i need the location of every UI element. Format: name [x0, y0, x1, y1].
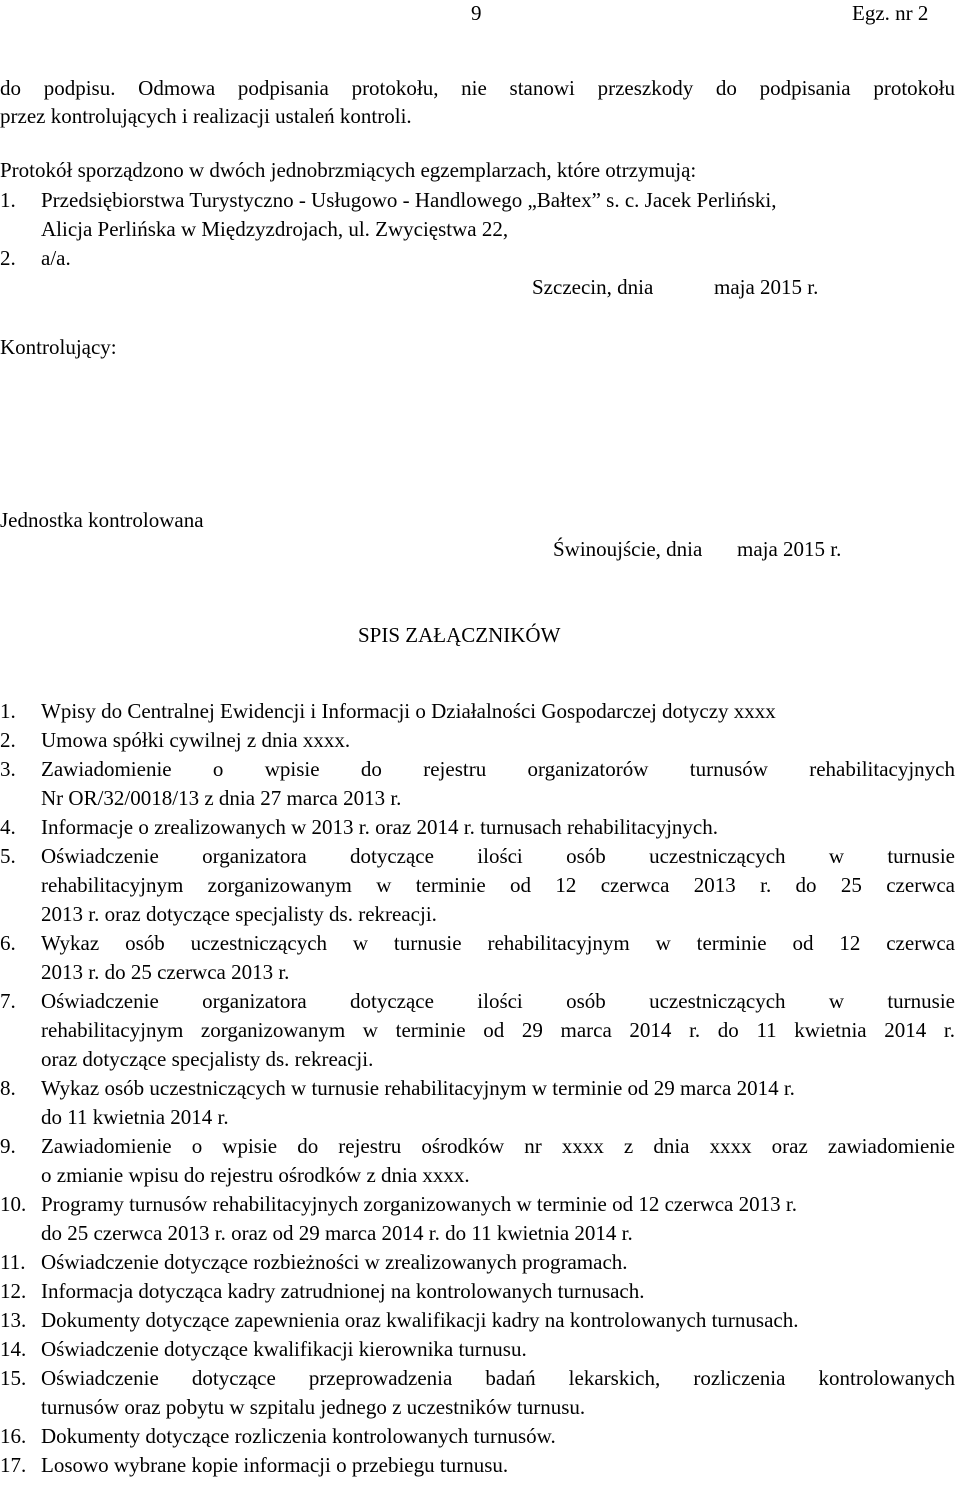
- attachment-text-line: Oświadczenie organizatora dotyczące ilości osób uczestniczących w turnusie: [41, 844, 955, 868]
- copies-heading: Protokół sporządzono w dwóch jednobrzmiących egzemplarzach, które otrzymują:: [0, 158, 697, 182]
- copies-item-1-line-2: Alicja Perlińska w Międzyzdrojach, ul. Zwycięstwa 22,: [41, 217, 509, 241]
- attachment-text-line: do 25 czerwca 2013 r. oraz od 29 marca 2014 r. do 11 kwietnia 2014 r.: [41, 1221, 633, 1245]
- attachment-text-line: Oświadczenie dotyczące przeprowadzenia badań lekarskich, rozliczenia kontrolowanych: [41, 1366, 955, 1390]
- attachment-text-line: Informacje o zrealizowanych w 2013 r. oraz 2014 r. turnusach rehabilitacyjnych.: [41, 815, 718, 839]
- attachment-text-line: Wpisy do Centralnej Ewidencji i Informacji o Działalności Gospodarczej dotyczy xxxx: [41, 699, 776, 723]
- copies-item-1-number: 1.: [0, 188, 16, 212]
- attachment-number: 5.: [0, 844, 16, 868]
- intro-line-1: do podpisu. Odmowa podpisania protokołu, nie stanowi przeszkody do podpisania protokołu: [0, 76, 955, 100]
- attachments-title: SPIS ZAŁĄCZNIKÓW: [358, 623, 561, 647]
- attachment-text-line: Oświadczenie organizatora dotyczące ilości osób uczestniczących w turnusie: [41, 989, 955, 1013]
- attachment-number: 4.: [0, 815, 16, 839]
- attachment-item: [0, 1306, 960, 1335]
- copies-item-1-line-1: Przedsiębiorstwa Turystyczno - Usługowo - Handlowego „Bałtex” s. c. Jacek Perliński,: [41, 188, 777, 212]
- attachments-list: [0, 697, 960, 1480]
- inspectors-label: Kontrolujący:: [0, 335, 117, 359]
- attachment-item: [0, 1074, 960, 1132]
- attachment-text-line: Losowo wybrane kopie informacji o przebiegu turnusu.: [41, 1453, 509, 1477]
- attachment-number: 6.: [0, 931, 16, 955]
- attachment-text-line: Programy turnusów rehabilitacyjnych zorganizowanych w terminie od 12 czerwca 2013 r.: [41, 1192, 797, 1216]
- attachment-text-line: 2013 r. do 25 czerwca 2013 r.: [41, 960, 290, 984]
- intro-line-2: przez kontrolujących i realizacji ustaleń kontroli.: [0, 104, 412, 128]
- attachment-text-line: Informacja dotycząca kadry zatrudnionej na kontrolowanych turnusach.: [41, 1279, 645, 1303]
- swinoujscie-place: Świnoujście, dnia: [553, 537, 703, 561]
- copy-label: Egz. nr 2: [852, 1, 929, 25]
- attachment-item: [0, 987, 960, 1074]
- attachment-text-line: Oświadczenie dotyczące kwalifikacji kierownika turnusu.: [41, 1337, 527, 1361]
- attachment-item: [0, 755, 960, 813]
- attachment-number: 15.: [0, 1366, 27, 1390]
- attachment-text-line: oraz dotyczące specjalisty ds. rekreacji.: [41, 1047, 374, 1071]
- attachment-text-line: Dokumenty dotyczące rozliczenia kontrolowanych turnusów.: [41, 1424, 556, 1448]
- szczecin-place: Szczecin, dnia: [532, 275, 654, 299]
- page-number: 9: [471, 1, 482, 25]
- attachment-number: 8.: [0, 1076, 16, 1100]
- attachment-text-line: rehabilitacyjnym zorganizowanym w terminie od 12 czerwca 2013 r. do 25 czerwca: [41, 873, 955, 897]
- attachment-text-line: Dokumenty dotyczące zapewnienia oraz kwalifikacji kadry na kontrolowanych turnusach.: [41, 1308, 799, 1332]
- attachment-text-line: 2013 r. oraz dotyczące specjalisty ds. rekreacji.: [41, 902, 437, 926]
- attachment-number: 10.: [0, 1192, 27, 1216]
- copies-item-2-number: 2.: [0, 246, 16, 270]
- attachment-item: [0, 697, 960, 726]
- attachment-number: 16.: [0, 1424, 27, 1448]
- attachment-text-line: Zawiadomienie o wpisie do rejestru organizatorów turnusów rehabilitacyjnych: [41, 757, 955, 781]
- swinoujscie-date: maja 2015 r.: [737, 537, 842, 561]
- attachment-text-line: Umowa spółki cywilnej z dnia xxxx.: [41, 728, 351, 752]
- attachment-item: [0, 1451, 960, 1480]
- attachment-text-line: Oświadczenie dotyczące rozbieżności w zrealizowanych programach.: [41, 1250, 628, 1274]
- attachment-text-line: rehabilitacyjnym zorganizowanym w terminie od 29 marca 2014 r. do 11 kwietnia 2014 r.: [41, 1018, 955, 1042]
- copies-item-2-text: a/a.: [41, 246, 71, 270]
- attachment-number: 17.: [0, 1453, 27, 1477]
- attachment-text-line: Zawiadomienie o wpisie do rejestru ośrodków nr xxxx z dnia xxxx oraz zawiadomienie: [41, 1134, 955, 1158]
- attachment-item: [0, 929, 960, 987]
- attachment-number: 1.: [0, 699, 16, 723]
- attachment-item: [0, 842, 960, 929]
- attachment-number: 13.: [0, 1308, 27, 1332]
- attachment-text-line: turnusów oraz pobytu w szpitalu jednego z uczestników turnusu.: [41, 1395, 586, 1419]
- attachment-item: [0, 813, 960, 842]
- attachment-item: [0, 1364, 960, 1422]
- attachment-number: 14.: [0, 1337, 27, 1361]
- attachment-number: 9.: [0, 1134, 16, 1158]
- attachment-number: 3.: [0, 757, 16, 781]
- szczecin-date: maja 2015 r.: [714, 275, 819, 299]
- attachment-number: 11.: [0, 1250, 26, 1274]
- attachment-number: 2.: [0, 728, 16, 752]
- attachment-number: 12.: [0, 1279, 27, 1303]
- attachment-item: [0, 726, 960, 755]
- attachment-item: [0, 1335, 960, 1364]
- attachment-item: [0, 1248, 960, 1277]
- attachment-item: [0, 1132, 960, 1190]
- controlled-unit-label: Jednostka kontrolowana: [0, 508, 204, 532]
- attachment-number: 7.: [0, 989, 16, 1013]
- attachment-text-line: Nr OR/32/0018/13 z dnia 27 marca 2013 r.: [41, 786, 402, 810]
- attachment-text-line: do 11 kwietnia 2014 r.: [41, 1105, 229, 1129]
- attachment-text-line: Wykaz osób uczestniczących w turnusie rehabilitacyjnym w terminie od 12 czerwca: [41, 931, 955, 955]
- attachment-item: [0, 1190, 960, 1248]
- attachment-text-line: o zmianie wpisu do rejestru ośrodków z dnia xxxx.: [41, 1163, 470, 1187]
- attachment-text-line: Wykaz osób uczestniczących w turnusie rehabilitacyjnym w terminie od 29 marca 2014 r.: [41, 1076, 795, 1100]
- attachment-item: [0, 1422, 960, 1451]
- attachment-item: [0, 1277, 960, 1306]
